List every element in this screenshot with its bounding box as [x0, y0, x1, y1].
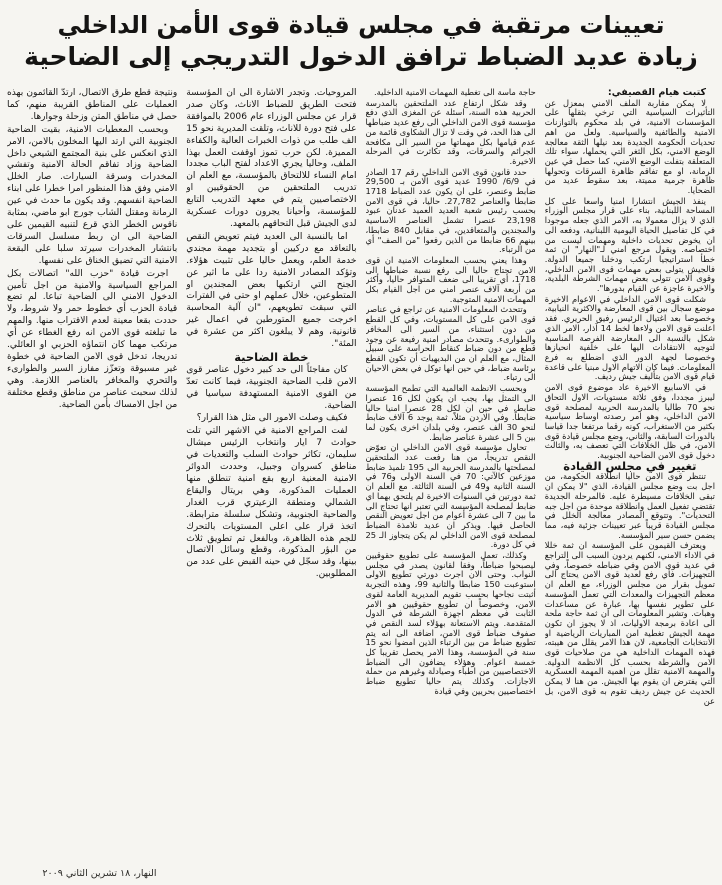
article-paragraph: شكلت قوى الامن الداخلي في الاعوام الاخيرة موضع سجال بين قوى المعارضة والاكثرية النيابية، وخصوصا بعد اغتيال الرئيس رفيق الحريري. فقد اعلنت قوى الامن ولاءها لخط 14 آذار، الامر الذي شكل بالنسبة الى المعارضة الفرصة المناسبة لتوجيه الانتقادات اليها على خلفية انحيازها وخصوصا لجهة الدور الذي اضطلع به فرع المعلومات. فيما كان الاتهام الاول مبنيا على قاعدة قيام قوى الامن بتأليف جيش رديف.	[544, 293, 715, 382]
article-paragraph: حاجة ماسة الى تغطية المهمات الامنية الداخلية.	[374, 88, 536, 97]
news-column-2	[366, 88, 536, 858]
article-paragraph: وكذلك، تعمل المؤسسة على تطويع حقوقيين ليصبحوا ضباطاً، وفقا لقانون يصدر في مجلس النواب. وحتى الان اجرت دورتي تطويع الاولى استوعبت 150 ضابطا والثانية 99، وهذه التجربة أثبتت نجاحها بحسب تقويم المديرية العامة لقوى الامن، وخصوصاً ان تطويع حقوقيين هو الامر الثابت في معظم اجهزة الشرطة في الدول المتقدمة. ويتم الاستعانة بهؤلاء لسد النقص في صفوف ضباط قوى الامن، اضافة الى انه يتم تطويع ضباط من بين الرتباء الذين امضوا نحو 15 سنة في المؤسسة، وهذا الامر يحصل تقريبا كل خمسة اعوام. وهؤلاء يضافون الى الضباط الاختصاصيين من اطباء وصيادلة وغيرهم من حملة الاجازات. وكذلك يتم حاليا تطويع ضباط اختصاصيين بحريين وفي قيادة	[365, 550, 536, 696]
news-column-4	[7, 88, 177, 858]
news-column-3	[186, 88, 356, 858]
article-paragraph: وقد شكل ارتفاع عدد الملتحقين بالمدرسة الحربية هذه السنة، اسئلة عن المغزى الذي دفع مؤسسة قوى الامن الداخلي الى رفع عديد ضباطها الى هذا الحد، في وقت لا تزال الشكاوى قائمة من عدم قيامها بكل مهماتها من السير الى مكافحة الجرائم والسرقات، وقد تكاثرت في المرحلة الاخيرة.	[365, 97, 536, 166]
article-paragraph: لا يمكن مقاربة الملف الامني بمعزل عن التأثيرات السياسية التي ترخي بثقلها على المؤسسات الامنية، في بلد محكوم بالتوازنات الامنية والطائفية والسياسية. ولعل من اهم تحديات الحكومة الجديدة بعد نيلها الثقة معالجة الوضع الامني، بكل الثغر التي يحملها، سواء تلك المتعلقة بتفلت الوضع الامني، كما حصل في عين الرمانة، او مع تفاقم ظاهرة السرقات وتحولها ظاهرة جرمية مميتة، بعد سقوط عديد من الضحايا.	[544, 97, 715, 196]
article-body	[7, 88, 715, 858]
headline-line-1: تعيينات مرتقبة في مجلس قيادة قوى الأمن الداخلي	[57, 11, 665, 39]
article-paragraph: وبحسب المعطيات الامنية، بقيت الضاحية الجنوبية التي ارتد اليها المخلون بالامن، الامر الذي انعكس على بنية المجتمع الشيعي داخل الضاحية وزاد تفاقم الحالة الامنية وتفشي المخدرات وسرقة السيارات. صار الخلل الامني وفق هذا المنظور امرا خطرا على ابناء الضاحية انفسهم. وقد يكون ما حدث في عين الرمانة ومقتل الشاب جورج ابو ماضي، بمثابة ناقوس الخطر الذي قرع لتنبيه القيمين على الضاحية الى ان ربط مسلسل السرقات بانتشار المخدرات سيرتد سلبا على البقعة الامنية التي تضيق الخناق على نفسها.	[7, 124, 178, 266]
article-paragraph: اما بالنسبة الى العديد فيتم تعويض النقص بالتعاقد مع دركيين أو بتجديد مهمة مجندي خدمة العلم، ويعمل حاليا على تثبيت هؤلاء. وتؤكد المصادر الامنية ردا على ما اثير عن الجنح التي ارتكبها بعض المجندين او المتطوعين، خلال عملهم او حتى في الفترات التي سبقت تطويعهم، "ان آلية المحاسبة اخرجت جميع المتورطين في اعمال غير قانونية، وهم لا يبلغون اكثر من عشرة في المئة".	[186, 231, 357, 350]
article-paragraph: تنتظر قوى الامن حاليا انطلاقة الحكومة، من اجل بت وضع مجلس القيادة، الذي "لا يمكن ان تبقى الخلافات مسيطرة عليه. فالمرحلة الجديدة تقتضي تفعيل العمل وانطلاقة موحدة من اجل جبه التحديات". وتتوقع المصادر معالجة الخلل في مجلس القيادة قريباً عبر تعيينات جزئية فيه، مما يضمن حسن سير المؤسسة.	[544, 471, 715, 540]
subhead-council-change: تغيير في مجلس القيادة	[563, 458, 697, 473]
article-paragraph: في الاسابيع الاخيرة عاد موضوع قوى الامن ليبرز مجددا، وفق ثلاثة مستويات، الاول التحاق نحو 70 طالبا بالمدرسة الحربية لمصلحة قوى الامن الداخلي، وهو امر رصدته اوساط سياسية بكثير من الاستغراب، كونه رقما مرتفعا جدا قياسا بالدورات السابقة، والثاني، وضع مجلس قيادة قوى الامن، في ظل الخلافات التي تعصف به، والثالث دخول قوى الامن الضاحية الجنوبية.	[544, 382, 715, 461]
article-paragraph: كان مفاجئاً الى حد كبير دخول عناصر قوى الامن قلب الضاحية الجنوبية، فيما كانت تعدّ من القوى الامنية المستهدفة سياسيا في الضاحية.	[186, 364, 357, 411]
article-paragraph: تحاول مؤسسة قوى الامن الداخلي ان تعوّض النقص تدريجاً، من هنا رفعت عدد الملتحقين لمصلحتها بالمدرسة الحربية الى 195 تلميذ ضابط موزعين كالآتي: 70 في السنة الاولى و76 في السنة الثانية و49 في السنة الثالثة. مع العلم ان ثمة دورتين في السنوات الاخيرة لم يلتحق بهما اي ضابط لمصلحة المؤسسة التي تعتبر انها تحتاج الى ما بين 7 الى عشرة أعوام من اجل تعويض النقص الحاصل فيها. ويذكر ان عديد تلامذة الضباط لمصلحة قوى الامن الداخلي لم يكن يتجاوز الـ 25 في كل دورة.	[365, 442, 536, 550]
article-paragraph: وهذا يعني بحسب المعلومات الامنية ان قوى الامن تحتاج حاليا الى رفع نسبة ضباطها الى 1718، أي تقريبا الى ضعف المتوافر حاليا، وأكثر من أربعة آلاف عنصر امني من اجل القيام بكل المهمات الامنية المتوجبة.	[365, 254, 536, 304]
article-paragraph: وبحسب الانظمة العالمية التي تطمح المؤسسة الى التمثل بها، يجب ان يكون لكل 16 عنصرا ضابط، في حين ان لكل 28 عنصرا امنيا حاليا ضابطاً. وفي الاردن مثلاً، ثمة يوجد 6 آلاف ضابط لنحو 30 الف عنصر، وفي بلدان اخرى يكون لما بين 5 الى عشرة عناصر ضابط.	[365, 383, 536, 442]
byline: كتبت هيام القصيفي:	[607, 88, 706, 98]
article-paragraph: لفت المراجع الامنية في الاشهر التي تلت حوادث 7 ايار وانتخاب الرئيس ميشال سليمان، تكاثر حوادث السلب والتعديات في مناطق كسروان وجبيل، وحددت الدوائر الامنية المعنية اربع بقع امنية تنطلق منها العمليات المذكورة، وهي بريتال واليقاع الشمالي ومنطقة الزعيتري قرب الغدار والضاحية الجنوبية، وتشكل سلسلة مترابطة. اتخذ قرار على اعلى المستويات بالتحرك للجم هذه الظاهرة، وبالفعل تم تطويق ثلاث من البؤر المذكورة، وقطع وسائل الاتصال بينها، وقد سجّل في حينه القبض على عدد من المطلوبين.	[186, 426, 357, 580]
article-paragraph: المروحيات. وتجدر الاشارة الى ان المؤسسة فتحت الطريق للضباط الاناث، وكان صدر قرار عن مجلس الوزراء عام 2006 بالموافقة على فتح دورة للاناث، وتلقت المديرية نحو 15 الف طلب من ذوات الخبرات العالية والكفاءة المميزة. لكن حرب تموز اوقفت العمل بهذا الملف، وحاليا يجري الاعداد لفتح الباب مجددا امام النساء للالتحاق بالمؤسسة، مع العلم ان تدريب الملتحقين من الحقوقيين او الاختصاصيين يتم في معهد التدريب التابع للمؤسسة، وأحيانا يجرون دورات عسكرية لدى الجيش قبل التحاقهم بالمعهد.	[186, 88, 357, 229]
article-paragraph: ونتيجة قطع طرق الاتصال، ارتدّ القائمون بهذه العمليات على المناطق القريبة منهم، كما حصل في مناطق المتن وزحلة وجوارها.	[7, 88, 178, 122]
article-paragraph: وتتحدث المعلومات الامنية عن تراجع في عناصر قوى الامن على كل المستويات، وفي كل القطع من دون استثناء، من السير الى المخافر والطوارىء. وتتحدث مصادر امنية رفيعة عن وجود قطع من دون ضباط كنقاط الحراسة على سبيل المثال، مع العلم ان من البديهيات أن تكون القطع برئاسة ضباط، في حين انها توكل في بعض الاحيان الى رتباء.	[365, 304, 536, 383]
article-headline	[10, 10, 712, 74]
headline-line-2: زيادة عديد الضباط ترافق الدخول التدريجي إلى الضاحية	[24, 42, 698, 72]
publication-footer: النهار، ١٨ تشرين الثاني ٢٠٠٩	[42, 868, 157, 879]
article-paragraph: ويعترف القيمون على المؤسسة ان ثمة خللا في الاداء الامني، لكنهم يردون السبب الى التراجع في عديد قوى الامن وفي ضباطه خصوصاً، وفي التجهيزات. فأي رفع لعديد قوى الامن يحتاج الى تمويل بقرار من مجلس الوزراء، مع العلم ان معظم التجهيزات والمعدات التي تعمل المؤسسة على تطوير نفسها بها، عبارة عن مساعدات وهبات. وتشير المعلومات الى ان ثمة حاجة ملحة الى اعادة برمجة الاوليات، اذ لا يجوز ان تكون مهمة الجيش تغطية امن المباريات الرياضية او الانتخابات الجامعية، لان هذا الامر يقلل من هيبته، فهذه المهمات الداخلية هي من صلاحيات قوى الامن والشرطة بحسب كل الانظمة الدولية. والمهمة الامنية تقلل من اهمية المهمة العسكرية التي يفترض ان يقوم بها الجيش. من هنا لا يمكن الحديث عن جيش رديف تقوم به قوى الامن، بل عن	[544, 540, 715, 706]
subhead-dahiya-plan: خطة الضاحية	[234, 349, 309, 364]
article-paragraph: اجرت قيادة "حزب الله" اتصالات بكل المراجع السياسية والامنية من اجل تأمين الدخول الامني الى الضاحية تباعا. لم تضع قيادة الحزب أي خطوط حمر ولا شروط، ولا حددت بقعا معينة لعدم الاقتراب منها. والمهم ما تبلغته قوى الامن انه رفع الغطاء عن أي مرتكب مهما كان انتماؤه الحزبي او العائلي. تدريجا، تدخل قوى الامن الضاحية في خطوة غير مسبوقة وتعزّز مفارز السير والطوارىء والتحري والمخافر بالعناصر اللازمة. وهي لذلك سحبت عناصر من مناطق وقطع مختلفة من اجل الامساك بأمن الضاحية.	[7, 268, 178, 410]
article-paragraph: حدد قانون قوى الامن الداخلي رقم 17 الصادر في 6/9/ 1990 عديد قوى الامن بـ 29,500 ضابط وعنصر، على ان يكون عدد الضباط 1718 ضابطا والعناصر 27,782. حاليا، في قوى الامن بحسب رئيس شعبة العديد العميد عدنان عبود 23,198 عنصرا تشمل العناصر الاساسية والمجندين والمتعاقدين، في مقابل 840 ضابطا، بينهم 66 ضابطا من الذين رفعوا "من الصف" أي من الرتباء.	[365, 166, 536, 255]
news-column-1	[545, 88, 715, 858]
article-paragraph: ينفذ الجيش انتشارا امنيا واسعا على كل المساحة اللبنانية، بناء على قرار مجلس الوزراء الذي لا يزال معمولا به، الامر الذي جعله موجودا في كل تفاصيل الحياة اليومية اللبنانية، ودفعه الى ان يخوض تحديات داخلية ومهمات ليست من اختصاصه. ويقول مرجع امني لـ"النهار" ان ثمة خطأ استراتيجيا ارتكب ودخلنا جميعا الدولة. فالجيش يتولى بعض مهمات قوى الامن الداخلي، وقوى الامن تتولى بعض مهمات الشرطة البلدية، والاخيرة عاجزة عن القيام بدورها".	[544, 195, 715, 294]
article-paragraph: فكيف وصلت الامور الى مثل هذا القرار؟	[196, 413, 348, 424]
